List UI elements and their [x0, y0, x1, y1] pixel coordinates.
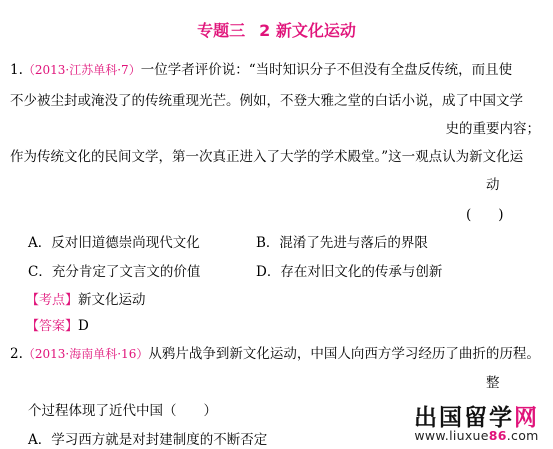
- q1-line2: 不少被尘封或淹没了的传统重现光芒。例如，不登大雅之堂的白话小说，成了中国文学: [10, 93, 523, 109]
- kaodian-label: 【考点】: [26, 293, 79, 308]
- watermark-name: [414, 407, 539, 430]
- watermark-url-post: .com: [506, 428, 539, 443]
- q1-answer-blank: ( ): [466, 207, 504, 223]
- q1-option-b: B．混淆了先进与落后的界限: [256, 235, 428, 251]
- q2-line3: 个过程体现了近代中国（ ）: [28, 403, 217, 419]
- q1-text-1: 一位学者评价说：“当时知识分子不但没有全盘反传统，而且使: [140, 62, 513, 78]
- watermark-url-pre: www.liuxue: [414, 428, 489, 443]
- q1-number: 1.: [10, 62, 23, 78]
- q2-number: 2.: [10, 346, 23, 362]
- answer-value: D: [78, 318, 89, 334]
- q1-answer: [26, 315, 89, 334]
- title-part2: 2 新文化运动: [259, 21, 356, 40]
- answer-label: 【答案】: [26, 319, 79, 334]
- q1-line3: 史的重要内容；: [445, 121, 540, 137]
- watermark-name-main: 出国留学: [414, 405, 514, 431]
- q2-line1: [10, 342, 540, 362]
- q1-kaodian: [26, 288, 146, 308]
- q1-source: （2013·江苏单科·7）: [22, 63, 141, 77]
- watermark-url: [414, 430, 539, 443]
- q2-line2: 整: [486, 375, 500, 391]
- watermark-logo: [414, 407, 539, 443]
- q1-line1: [10, 58, 512, 78]
- watermark-name-accent: 网: [514, 405, 539, 431]
- page-title: [0, 18, 553, 41]
- title-part1: 专题三: [197, 21, 246, 40]
- q2-source: （2013·海南单科·16）: [22, 347, 149, 361]
- q1-option-a: A．反对旧道德崇尚现代文化: [28, 235, 200, 251]
- q1-option-d: D．存在对旧文化的传承与创新: [256, 264, 443, 280]
- q1-line5: 动: [486, 177, 500, 193]
- q1-option-c: C．充分肯定了文言文的价值: [28, 264, 201, 280]
- q1-line4: 作为传统文化的民间文学，第一次真正进入了大学的学术殿堂。”这一观点认为新文化运: [10, 149, 524, 165]
- kaodian-value: 新文化运动: [78, 292, 146, 308]
- watermark-url-num: 86: [488, 428, 507, 443]
- q2-text-1: 从鸦片战争到新文化运动，中国人向西方学习经历了曲折的历程。: [148, 346, 540, 362]
- q2-option-a: A．学习西方就是对封建制度的不断否定: [28, 432, 268, 448]
